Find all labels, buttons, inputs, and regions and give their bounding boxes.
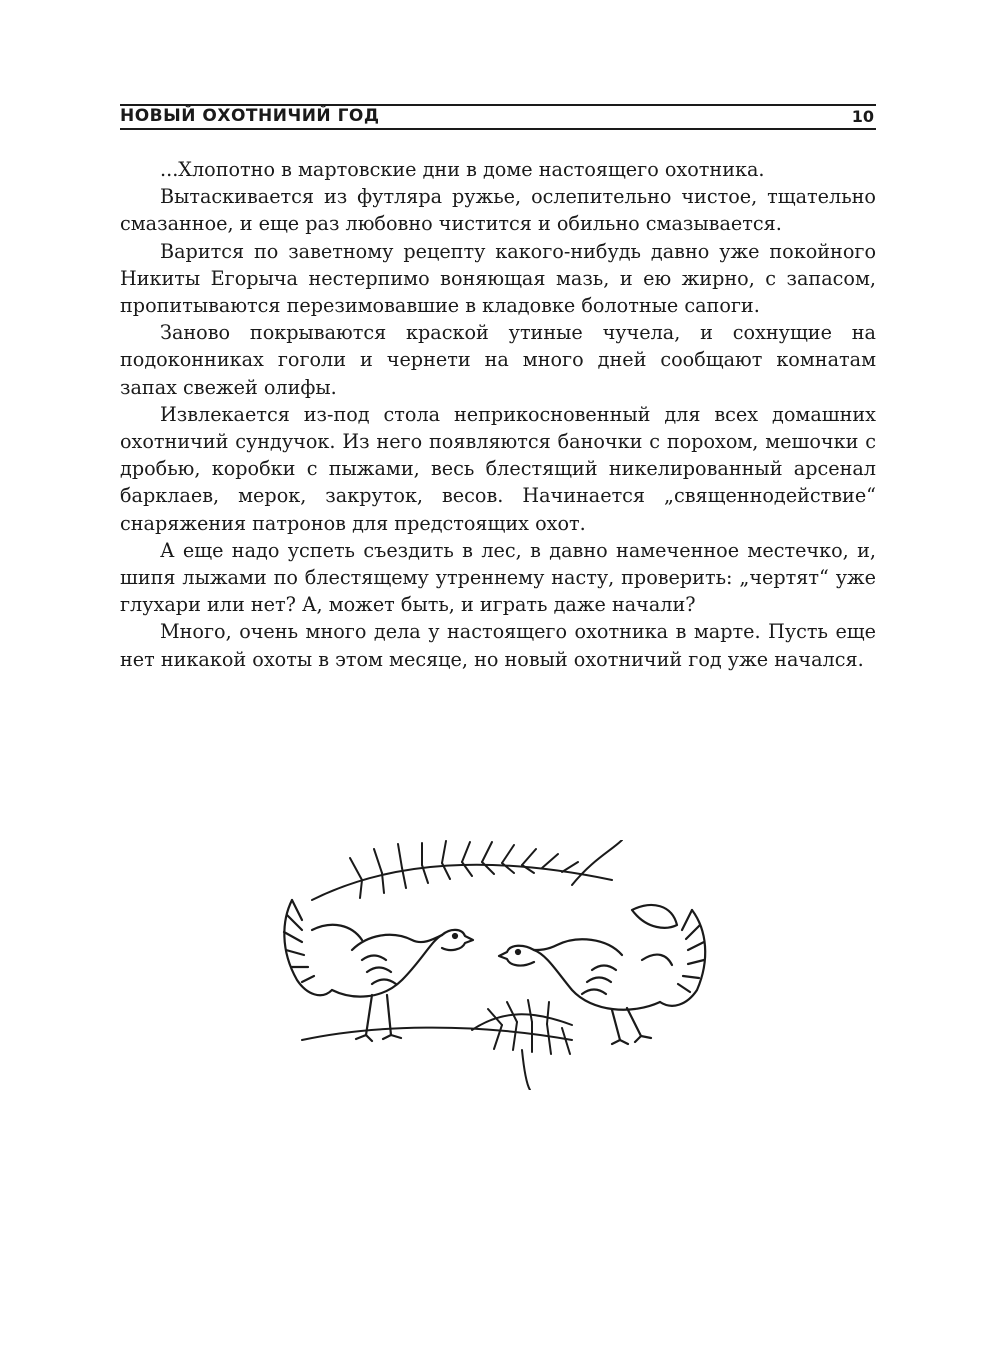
paragraph: А еще надо успеть съездить в лес, в давно намеченное местечко, и, шипя лыжами по блестящему утреннему насту, проверить: „чертят“ уже глухари или нет? А, может быть, и играть даже начали? <box>120 538 876 617</box>
pine-branch-bottom-icon <box>302 1000 572 1090</box>
paragraph: Вытаскивается из футляра ружье, ослепительно чистое, тщательно смазанное, и еще раз любовно чистится и обильно смазывается. <box>120 185 876 236</box>
running-header <box>120 104 876 130</box>
right-capercaillie-icon <box>499 905 705 1044</box>
book-page <box>120 100 876 673</box>
running-title: НОВЫЙ ОХОТНИЧИЙ ГОД <box>120 106 380 126</box>
paragraph: Много, очень много дела у настоящего охотника в марте. Пусть еще нет никакой охоты в этом месяце, но новый охотничий год уже начался. <box>120 620 876 671</box>
left-capercaillie-icon <box>284 900 473 1041</box>
body-text <box>120 156 876 673</box>
paragraph: Заново покрываются краской утиные чучела, и сохнущие на подоконниках гоголи и чернети на много дней сообщают комнатам запах свежей олифы. <box>120 321 876 399</box>
pine-branch-top-icon <box>312 840 622 900</box>
paragraph: ...Хлопотно в мартовские дни в доме настоящего охотника. <box>160 158 765 181</box>
capercaillie-pair-illustration <box>272 840 712 1090</box>
paragraph: Варится по заветному рецепту какого-нибудь давно уже покойного Никиты Егорыча нестерпимо воняющая мазь, и ею жирно, с запасом, пропитываются перезимовавшие в кладовке болотные сапоги. <box>120 239 876 318</box>
paragraph: Извлекается из-под стола неприкосновенный для всех домашних охотничий сундучок. Из него появляются баночки с порохом, мешочки с дробью, коробки с пыжами, весь блестящий никелированный арсенал барклаев, мерок, закруток, весов. Начинается „священнодействие“ снаряжения патронов для предстоящих охот. <box>120 402 876 535</box>
page-number: 10 <box>851 107 874 126</box>
